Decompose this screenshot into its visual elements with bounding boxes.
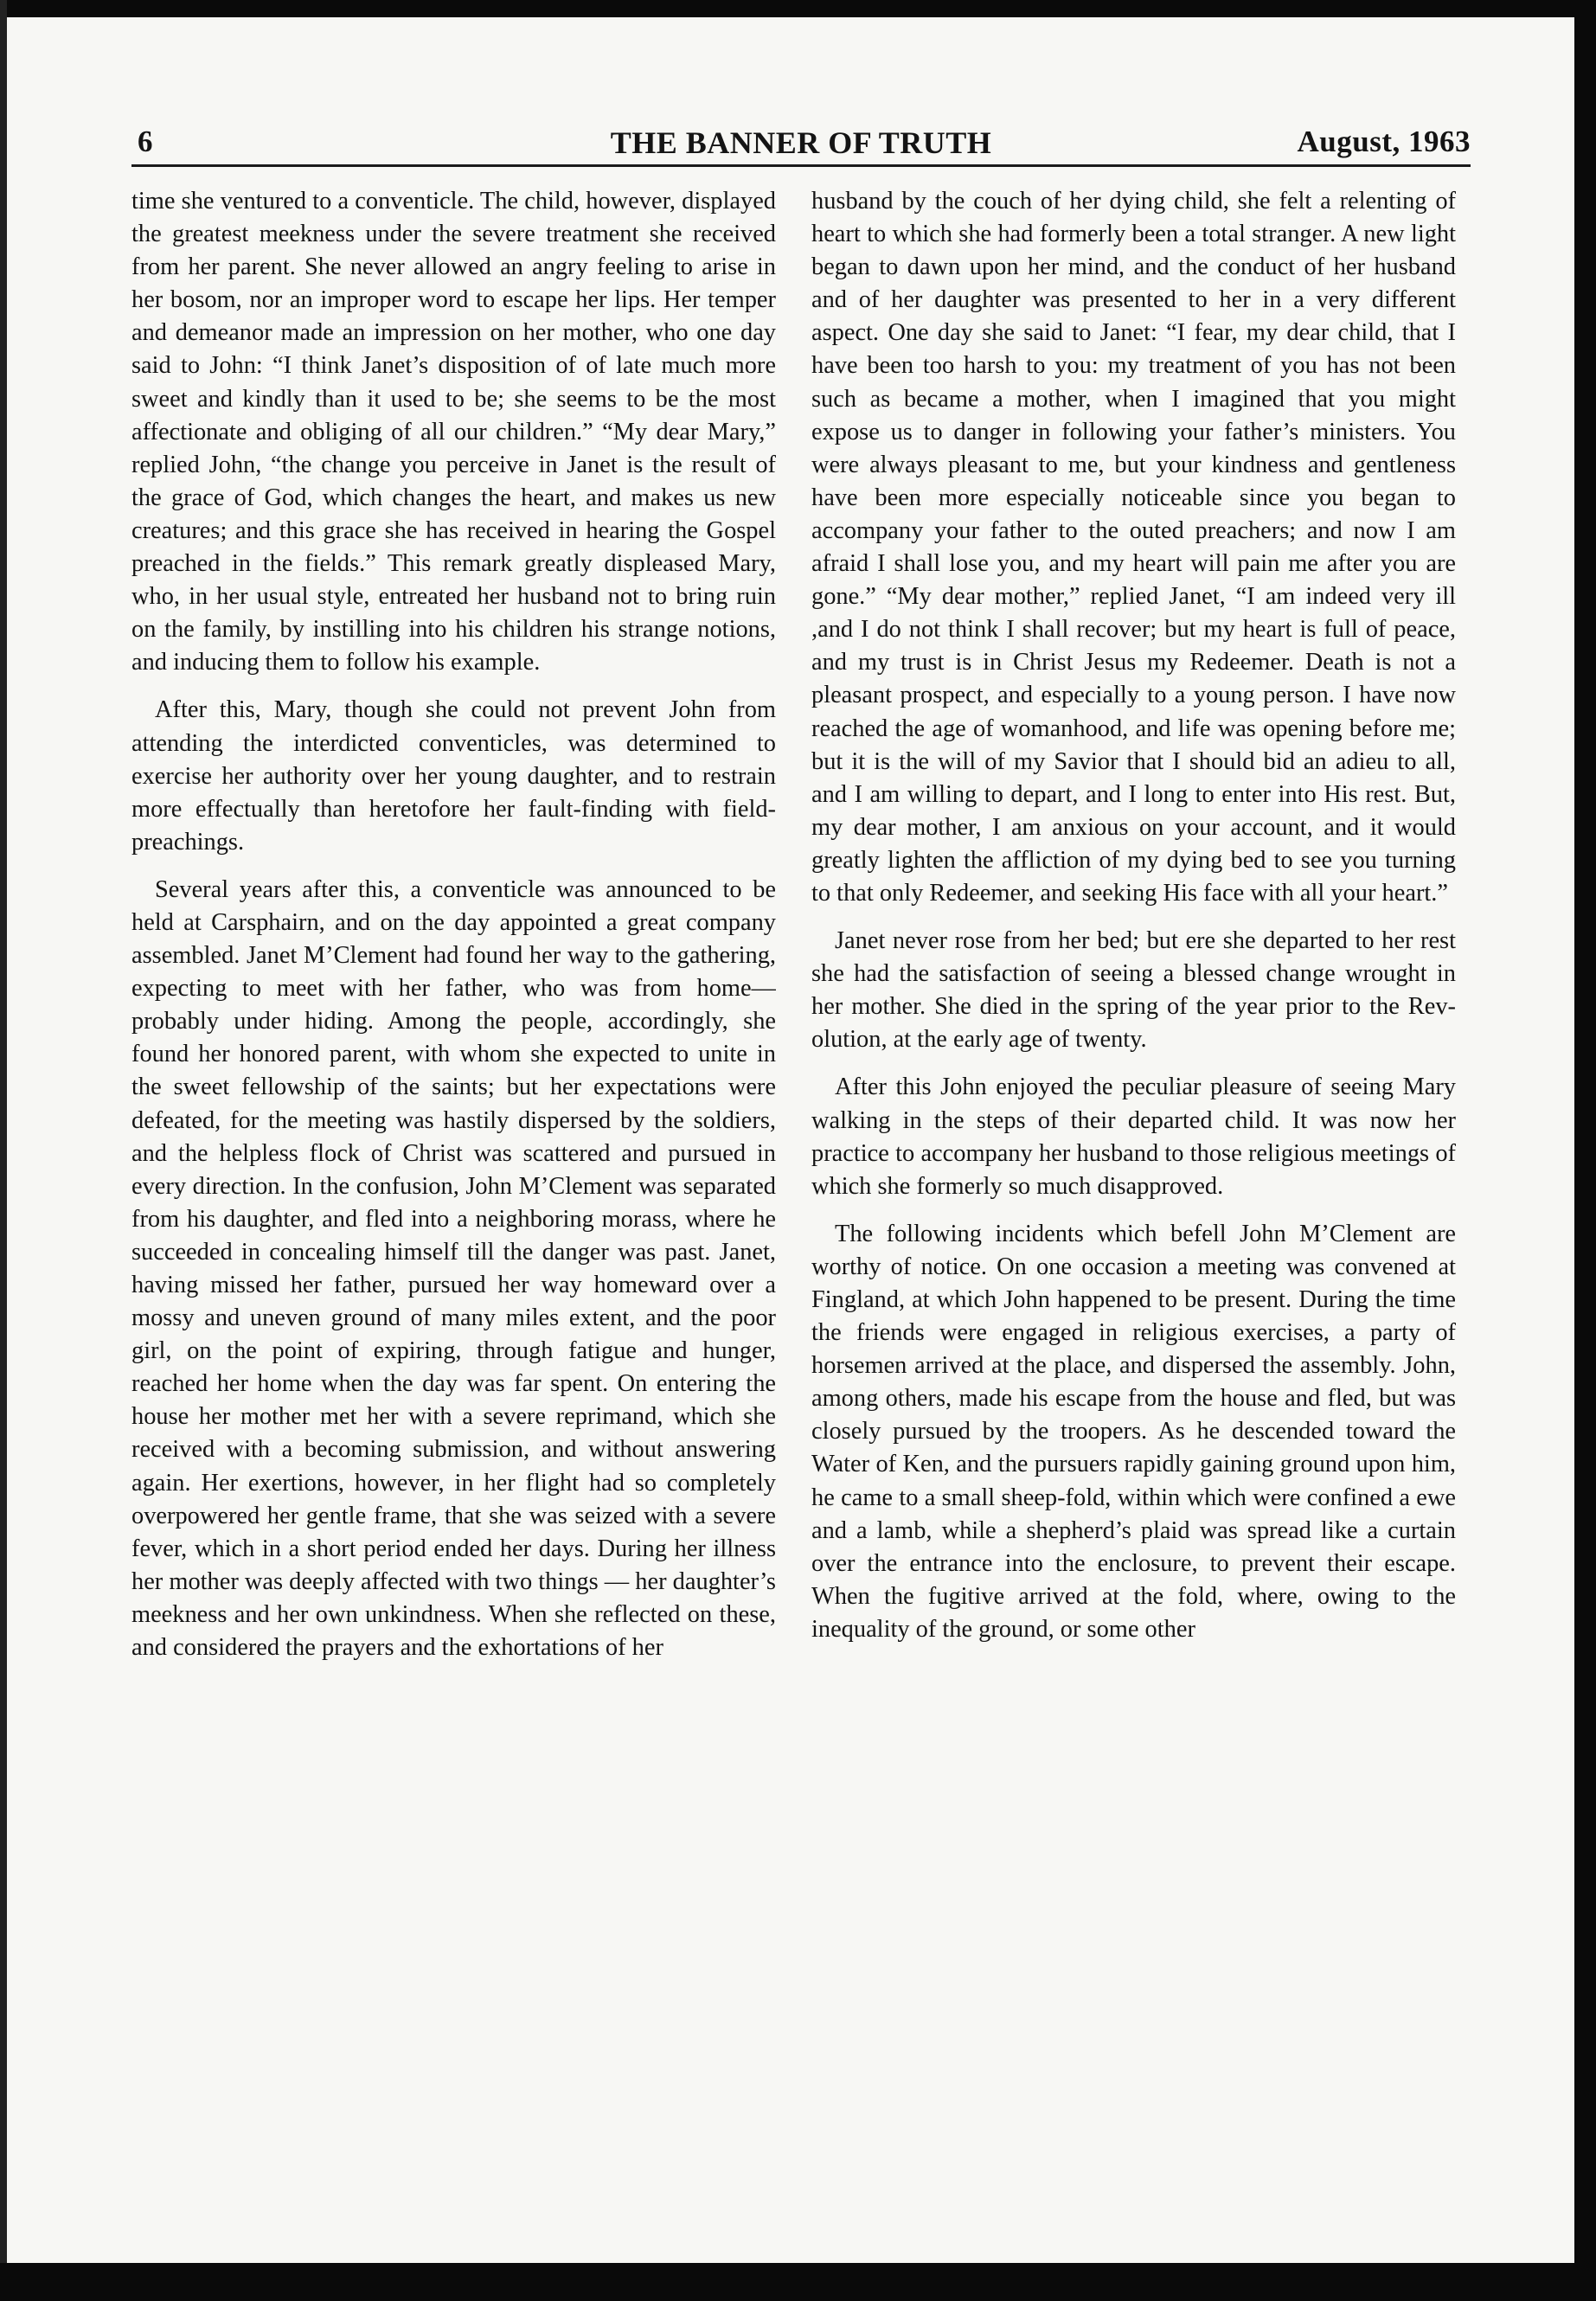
header-rule [131,164,1471,167]
running-header [131,114,1471,175]
scan-border-left [0,0,7,2301]
paragraph: The following incidents which befell John M’Clement are worthy of notice. On one occasion a meeting was convened at Fingland, at which John happened to be present. During the time the friends were engaged in religious exercises, a party of horsemen arrived at the place, and dispersed the assembly. John, among others, made his escape from the house and fled, but was closely pursued by the troopers. As he descended toward the Water of Ken, and the pursuers rapidly gaining ground upon him, he came to a small sheep-fold, within which were confined a ewe and a lamb, while a shepherd’s plaid was spread like a curtain over the entrance into the enclosure, to prevent their escape. When the fugitive arrived at the fold, where, owing to the inequality of the ground, or some other [811,1220,1456,1643]
paragraph: husband by the couch of her dying child, she felt a relenting of heart to which she had formerly been a total stranger. A new light began to dawn upon her mind, and the conduct of her husband and of her daughter was presented to her in a very different aspect. One day she said to Janet: “I fear, my dear child, that I have been too harsh to you: my treatment of you has not been such as became a mother, when I imagined that you might expose us to danger in following your father’s ministers. You were always pleasant to me, but your kindness and gentleness have been more especially noticeable since you began to accompany your father to the outed preachers; and now I am afraid I shall lose you, and my heart will pain me after you are gone.” “My dear mother,” replied Janet, “I am indeed very ill ,and I do not think I shall recover; but my heart is full of peace, and my trust is in Christ Jesus my Redeemer. Death is not a pleasant prospect, and especially to a young person. I have now reached the age of womanhood, and life was opening before me; but it is the will of my Savior that I should bid an adieu to all, and I am willing to depart, and I long to enter into His rest. But, my dear mother, I am anxious on your account, and it would greatly lighten the affliction of my dying bed to see you turning to that only Redeemer, and seeking His face with all your heart.” [811,188,1456,907]
paragraph: time she ventured to a conventicle. The child, however, displayed the greatest meekness under the severe treatment she received from her parent. She never allowed an angry feeling to arise in her bosom, nor an improper word to escape her lips. Her temper and demeanor made an impression on her mother, who one day said to John: “I think Janet’s disposition of of late much more sweet and kindly than it used to be; she seems to be the most affectionate and obliging of all our children.” “My dear Mary,” replied John, “the change you perceive in Janet is the result of the grace of God, which changes the heart, and makes us new creatures; and this grace she has received in hearing the Gospel preached in the fields.” This remark greatly displeased Mary, who, in her usual style, entreated her husband not to bring ruin on the family, by instilling into his children his strange notions, and inducing them to follow his example. [131,188,776,676]
publication-title: THE BANNER OF TRUTH [610,125,992,160]
page-number: 6 [138,125,153,158]
paragraph: Several years after this, a conventicle was announced to be held at Carsphairn, and on the day appointed a great company assembled. Janet M’Clement had found her way to the gathering, expecting to meet with her father, who was from home—probably under hiding. Among the people, accordingly, she found her honored parent, with whom she expected to unite in the sweet fellowship of the saints; but her expectations were defeated, for the meeting was hastily dispersed by the soldiers, and the helpless flock of Christ was scattered and pursued in every direction. In the confusion, John M’Clement was separated from his daughter, and fled into a neighboring morass, where he succeeded in concealing himself till the danger was past. Janet, having missed her father, pursued her way homeward over a mossy and uneven ground of many miles extent, and the poor girl, on the point of expiring, through fatigue and hunger, reached her home when the day was far spent. On entering the house her mother met her with a severe reprimand, which she received with a becoming submission, and without answering again. Her exertions, however, in her flight had so completely overpowered her gentle frame, that she was seized with a severe fever, which in a short period ended her days. During her illness her mother was deeply affected with two things — her daughter’s meekness and her own unkindness. When she reflected on these, and considered the prayers and the exhortations of her [131,875,776,1662]
issue-date: August, 1963 [1297,125,1471,158]
paragraph: After this John enjoyed the peculiar pleasure of seeing Mary walking in the steps of their departed child. It was now her practice to accompany her husband to those religious meetings of which she formerly so much disapproved. [811,1074,1456,1200]
right-column [811,185,1456,2235]
paragraph: After this, Mary, though she could not prevent John from attending the interdicted conventicles, was determined to exercise her authority over her young daughter, and to restrain more effectually than heretofore her fault-finding with field-preachings. [131,696,776,856]
paragraph: Janet never rose from her bed; but ere she departed to her rest she had the satisfaction of seeing a blessed change wrought in her mother. She died in the spring of the year prior to the Revolution, at the early age of twenty. [811,927,1456,1054]
left-column [131,185,776,2235]
scan-border-top [0,0,1596,17]
scan-border-right [1574,0,1596,2301]
scan-border-bottom [0,2263,1596,2301]
